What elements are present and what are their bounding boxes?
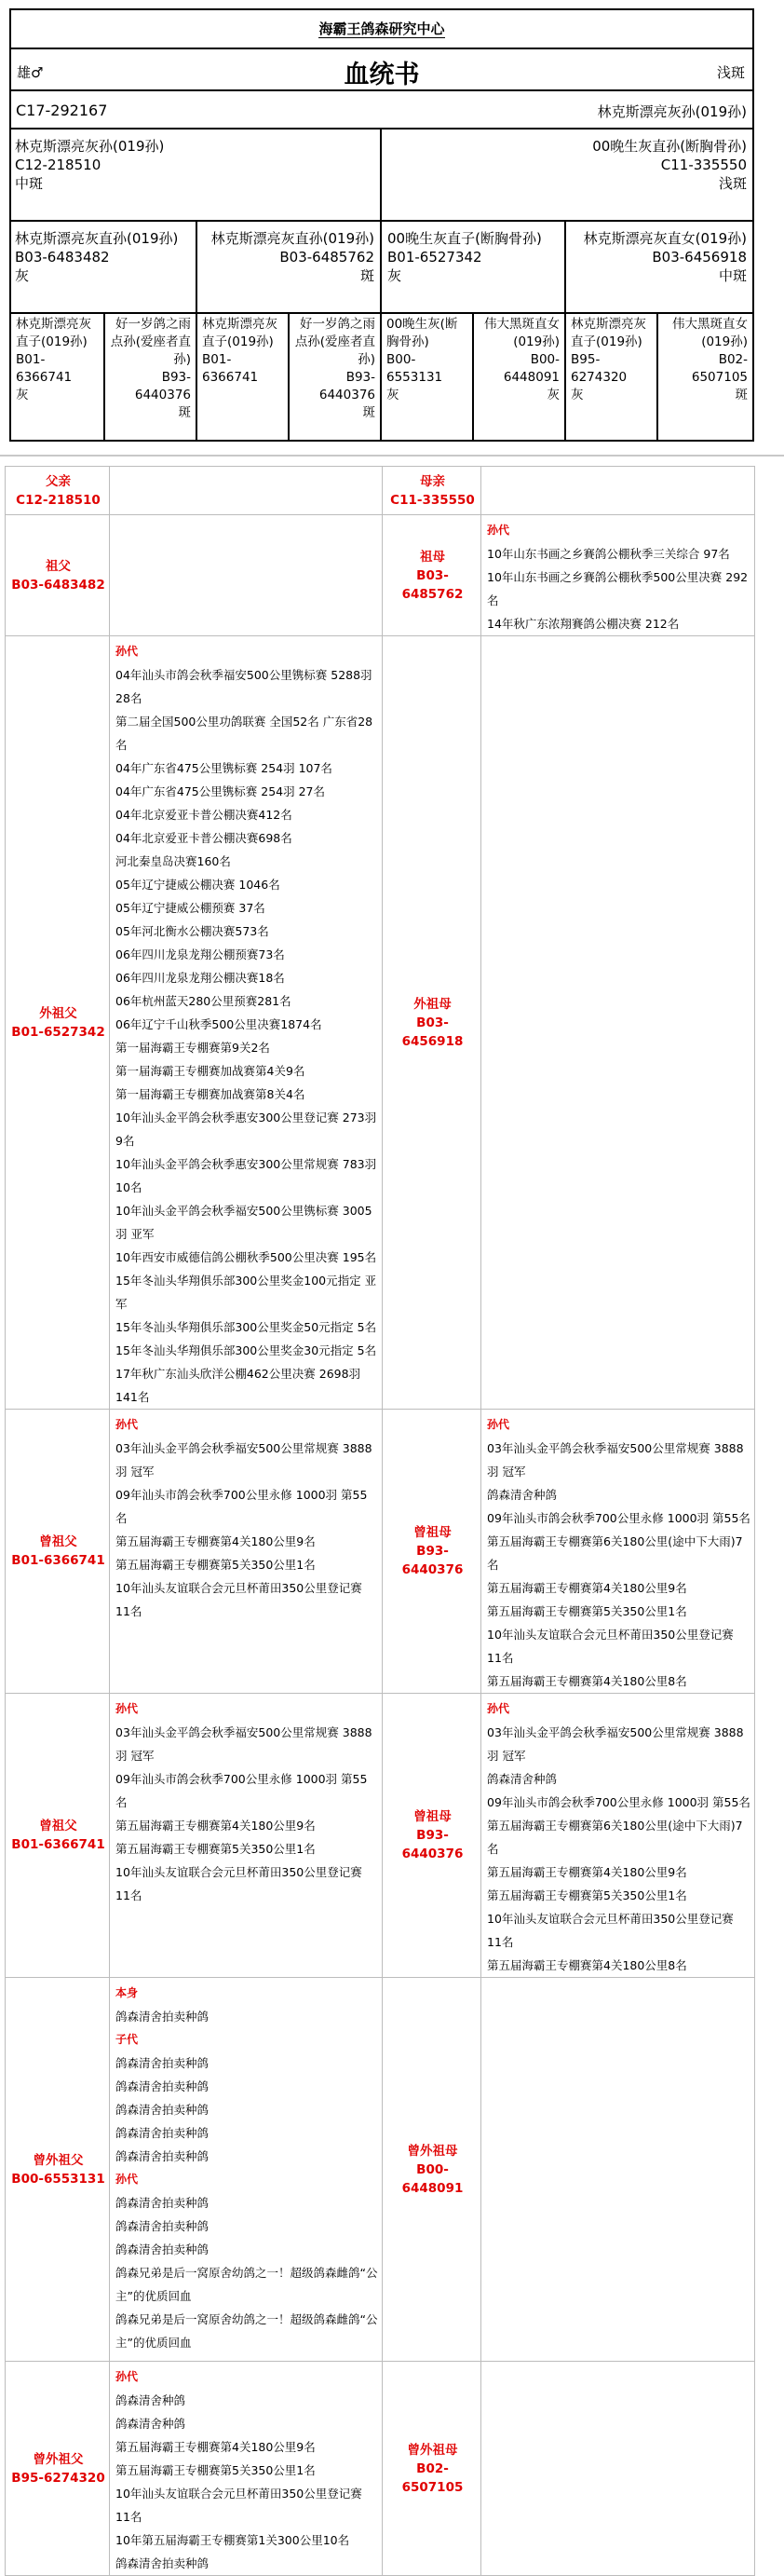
ggp-ring: B95-6274320 (571, 352, 628, 385)
grandparent-cell (564, 222, 752, 312)
grandparent-name: 00晚生灰直子(断胸骨孙) (387, 230, 542, 247)
pedigree-certificate (9, 8, 754, 442)
great-grandparent-cell (472, 314, 564, 442)
result-entry: 鸽森兄弟是后一窝原舍幼鸽之一！超级鸽森雌鸽“公主”的优质回血 (115, 2312, 378, 2350)
great-grandparent-cell (656, 314, 752, 442)
result-entry: 10年汕头金平鸽会秋季惠安300公里常规赛 783羽 10名 (115, 1157, 377, 1194)
result-entry: 10年汕头友谊联合会元旦杯莆田350公里登记赛 11名 (115, 1865, 362, 1902)
ggp-ring: B00-6553131 (386, 352, 443, 385)
ancestor-label: 外祖母 B03-6456918 (383, 636, 481, 1410)
result-entry: 第五届海霸王专棚赛第4关180公里9名 (115, 2440, 316, 2454)
result-entry: 第五届海霸王专棚赛第5关350公里1名 (115, 1842, 316, 1856)
section-heading: 孙代 (115, 2370, 139, 2383)
grandparent-color: 灰 (387, 267, 402, 284)
result-entry: 10年西安市威德信鸽公棚秋季500公里决赛 195名 (115, 1250, 377, 1264)
great-grandparent-cell (380, 314, 472, 442)
ggp-name: 林克斯漂亮灰直子(019孙) (202, 317, 277, 349)
result-entry: 04年北京爱亚卡普公棚决赛698名 (115, 831, 292, 845)
bird-color: 浅斑 (716, 64, 745, 81)
ancestor-results (110, 636, 383, 1410)
ancestor-results (481, 1694, 755, 1978)
result-entry: 10年汕头友谊联合会元旦杯莆田350公里登记赛 11名 (487, 1912, 734, 1949)
result-entry: 05年辽宁捷威公棚预赛 37名 (115, 901, 265, 915)
ancestor-results (481, 2362, 755, 2576)
grandparent-ring: B03-6483482 (15, 249, 110, 266)
section-heading: 孙代 (487, 1418, 510, 1431)
ancestor-detail-table (5, 466, 755, 2576)
result-entry: 09年汕头市鸽会秋季700公里永修 1000羽 第55名 (115, 1488, 368, 1525)
result-entry: 鸽森清舍拍卖种鸽 (115, 2242, 210, 2256)
result-entry: 04年汕头市鸽会秋季福安500公里镌标赛 5288羽 28名 (115, 668, 372, 705)
section-heading: 孙代 (115, 645, 139, 658)
great-grandparent-cell (564, 314, 656, 442)
grandparents-row (11, 222, 752, 314)
result-entry: 第二届全国500公里功鸽联赛 全国52名 广东省28名 (115, 715, 373, 752)
ggp-name: 林克斯漂亮灰直子(019孙) (16, 317, 91, 349)
result-entry: 06年辽宁千山秋季500公里决赛1874名 (115, 1017, 322, 1031)
grandparent-cell (196, 222, 380, 312)
result-entry: 15年冬汕头华翔俱乐部300公里奖金100元指定 亚军 (115, 1274, 377, 1311)
grandparent-name: 林克斯漂亮灰直孙(019孙) (15, 230, 179, 247)
table-row (6, 467, 755, 515)
ggp-ring: B93-6440376 (318, 370, 375, 402)
result-entry: 鸽森清舍拍卖种鸽 (115, 2219, 210, 2233)
grandparent-name: 林克斯漂亮灰直孙(019孙) (210, 230, 374, 247)
result-entry: 河北秦皇岛决赛160名 (115, 854, 231, 868)
result-entry: 鸽森清舍拍卖种鸽 (115, 2079, 210, 2093)
great-grandparent-cell (103, 314, 196, 442)
result-entry: 14年秋广东浓翔賽鸽公棚决赛 212名 (487, 617, 680, 631)
result-entry: 10年汕头金平鸽会秋季福安500公里镌标赛 3005羽 亚军 (115, 1204, 372, 1241)
result-entry: 鸽森清舍种鸽 (115, 2417, 186, 2431)
dam-color: 浅斑 (718, 175, 747, 192)
result-entry: 04年广东省475公里镌标赛 254羽 107名 (115, 761, 332, 775)
result-entry: 09年汕头市鸽会秋季700公里永修 1000羽 第55名 (487, 1511, 750, 1525)
ggp-ring: B00-6448091 (503, 352, 560, 385)
result-entry: 10年第五届海霸王专棚赛第1关300公里10名 (115, 2533, 350, 2547)
org-header (11, 10, 752, 49)
ancestor-label: 曾祖母 B93-6440376 (383, 1694, 481, 1978)
section-heading: 孙代 (115, 1418, 139, 1431)
bird-row (11, 91, 752, 129)
result-entry: 06年杭州蓝天280公里预赛281名 (115, 994, 291, 1008)
ancestor-label: 曾祖父 B01-6366741 (6, 1694, 110, 1978)
result-entry: 09年汕头市鸽会秋季700公里永修 1000羽 第55名 (115, 1772, 368, 1809)
ggp-color: 灰 (571, 388, 584, 402)
result-entry: 03年汕头金平鸽会秋季福安500公里常规赛 3888羽 冠军 (115, 1441, 372, 1479)
result-entry: 第五届海霸王专棚赛第4关180公里8名 (487, 1674, 687, 1688)
result-entry: 17年秋广东汕头欣洋公棚462公里决赛 2698羽 141名 (115, 1367, 361, 1404)
ancestor-results (110, 467, 383, 515)
ancestor-label: 祖父 B03-6483482 (6, 515, 110, 636)
ggp-ring: B93-6440376 (134, 370, 191, 402)
ggp-name: 好一岁鸽之雨点孙(爱座者直孙) (110, 317, 191, 367)
bird-ring: C17-292167 (16, 102, 108, 119)
table-row (6, 2362, 755, 2576)
ancestor-label: 曾外祖父 B00-6553131 (6, 1978, 110, 2362)
result-entry: 第一届海霸王专棚赛加战赛第8关4名 (115, 1087, 305, 1101)
grandparent-ring: B01-6527342 (387, 249, 482, 266)
grandparent-cell (11, 222, 196, 312)
result-entry: 第一届海霸王专棚赛加战赛第4关9名 (115, 1064, 305, 1078)
result-entry: 鸽森清舍拍卖种鸽 (115, 2556, 210, 2570)
result-entry: 05年河北衡水公棚决赛573名 (115, 924, 269, 938)
result-entry: 10年汕头友谊联合会元旦杯莆田350公里登记赛 11名 (115, 1581, 362, 1618)
doc-header (11, 49, 752, 91)
grandparent-cell (380, 222, 564, 312)
ancestor-label: 曾祖父 B01-6366741 (6, 1410, 110, 1694)
section-heading: 孙代 (115, 1702, 139, 1715)
result-entry: 15年冬汕头华翔俱乐部300公里奖金50元指定 5名 (115, 1320, 377, 1334)
result-entry: 10年山东书画之乡賽鸽公棚秋季500公里决赛 292名 (487, 570, 749, 607)
ancestor-results (481, 636, 755, 1410)
result-entry: 鸽森清舍拍卖种鸽 (115, 2010, 210, 2024)
result-entry: 第一届海霸王专棚赛第9关2名 (115, 1041, 270, 1055)
sire-cell (11, 129, 380, 220)
section-heading: 孙代 (487, 524, 510, 537)
result-entry: 第五届海霸王专棚赛第6关180公里(途中下大雨)7名 (487, 1819, 743, 1856)
result-entry: 10年汕头友谊联合会元旦杯莆田350公里登记赛 11名 (487, 1628, 734, 1665)
result-entry: 鸽森清舍种鸽 (487, 1772, 558, 1786)
result-entry: 第五届海霸王专棚赛第6关180公里(途中下大雨)7名 (487, 1534, 743, 1572)
result-entry: 第五届海霸王专棚赛第4关180公里9名 (487, 1865, 687, 1879)
ggp-name: 00晚生灰(断胸骨孙) (386, 317, 458, 349)
result-entry: 第五届海霸王专棚赛第5关350公里1名 (115, 2463, 316, 2477)
result-entry: 鸽森清舍拍卖种鸽 (115, 2103, 210, 2117)
sire-color: 中斑 (15, 175, 44, 192)
ancestor-results (110, 1694, 383, 1978)
grandparent-ring: B03-6456918 (652, 249, 747, 266)
section-heading: 孙代 (487, 1702, 510, 1715)
result-entry: 03年汕头金平鸽会秋季福安500公里常规赛 3888羽 冠军 (487, 1441, 744, 1479)
ggp-ring: B02-6507105 (691, 352, 748, 385)
section-heading: 本身 (115, 1986, 139, 1999)
result-entry: 第五届海霸王专棚赛第5关350公里1名 (115, 1558, 316, 1572)
grandparent-color: 灰 (15, 267, 30, 284)
result-entry: 05年辽宁捷威公棚决赛 1046名 (115, 878, 280, 892)
ggp-color: 灰 (386, 388, 399, 402)
result-entry: 10年汕头金平鸽会秋季惠安300公里登记赛 273羽 9名 (115, 1111, 377, 1148)
result-entry: 03年汕头金平鸽会秋季福安500公里常规赛 3888羽 冠军 (487, 1725, 744, 1763)
ancestor-results (110, 515, 383, 636)
ggp-color: 斑 (178, 405, 191, 420)
doc-title: 血统书 (344, 61, 420, 89)
result-entry: 鸽森清舍种鸽 (487, 1488, 558, 1502)
ancestor-results (481, 467, 755, 515)
result-entry: 鸽森清舍拍卖种鸽 (115, 2149, 210, 2163)
result-entry: 第五届海霸王专棚赛第5关350公里1名 (487, 1604, 687, 1618)
ancestor-results (110, 1410, 383, 1694)
result-entry: 06年四川龙泉龙翔公棚预赛73名 (115, 947, 285, 961)
result-entry: 第五届海霸王专棚赛第4关180公里9名 (115, 1534, 316, 1548)
ancestor-results (481, 1410, 755, 1694)
grandparent-color: 中斑 (718, 267, 747, 284)
dam-cell (380, 129, 752, 220)
ggp-ring: B01-6366741 (202, 352, 259, 385)
grandparent-ring: B03-6485762 (279, 249, 374, 266)
result-entry: 03年汕头金平鸽会秋季福安500公里常规赛 3888羽 冠军 (115, 1725, 372, 1763)
ancestor-label: 曾外祖母 B02-6507105 (383, 2362, 481, 2576)
great-grandparents-row (11, 314, 752, 442)
ancestor-label: 母亲 C11-335550 (383, 467, 481, 515)
section-divider (0, 455, 784, 457)
ggp-name: 伟大黑斑直女(019孙) (484, 317, 560, 349)
table-row (6, 1410, 755, 1694)
parents-row (11, 129, 752, 222)
ancestor-results (481, 515, 755, 636)
sex-label: 雄♂ (17, 64, 44, 81)
section-heading: 孙代 (115, 2173, 139, 2186)
ggp-color: 灰 (16, 388, 29, 402)
table-row (6, 636, 755, 1410)
result-entry: 鸽森清舍拍卖种鸽 (115, 2196, 210, 2210)
ggp-color: 斑 (362, 405, 375, 420)
org-name: 海霸王鸽森研究中心 (318, 20, 445, 37)
ancestor-label: 曾祖母 B93-6440376 (383, 1410, 481, 1694)
result-entry: 鸽森清舍拍卖种鸽 (115, 2126, 210, 2140)
grandparent-name: 林克斯漂亮灰直女(019孙) (583, 230, 747, 247)
ancestor-label: 外祖父 B01-6527342 (6, 636, 110, 1410)
ggp-name: 好一岁鸽之雨点孙(爱座者直孙) (294, 317, 375, 367)
table-row (6, 1978, 755, 2362)
ggp-name: 伟大黑斑直女(019孙) (672, 317, 748, 349)
result-entry: 第五届海霸王专棚赛第4关180公里9名 (487, 1581, 687, 1595)
ancestor-results (110, 1978, 383, 2362)
result-entry: 第五届海霸王专棚赛第5关350公里1名 (487, 1888, 687, 1902)
ancestor-label: 祖母 B03-6485762 (383, 515, 481, 636)
result-entry: 第五届海霸王专棚赛第4关180公里9名 (115, 1819, 316, 1833)
ggp-color: 灰 (547, 388, 560, 402)
result-entry: 鸽森清舍拍卖种鸽 (115, 2056, 210, 2070)
ancestor-label: 曾外祖母 B00-6448091 (383, 1978, 481, 2362)
great-grandparent-cell (288, 314, 380, 442)
ancestor-results (110, 2362, 383, 2576)
result-entry: 第五届海霸王专棚赛第4关180公里8名 (487, 1958, 687, 1972)
sire-ring: C12-218510 (15, 157, 101, 173)
ggp-ring: B01-6366741 (16, 352, 73, 385)
ancestor-label: 父亲 C12-218510 (6, 467, 110, 515)
result-entry: 鸽森清舍种鸽 (115, 2393, 186, 2407)
result-entry: 鸽森兄弟是后一窝原舍幼鸽之一！超级鸽森雌鸽“公主”的优质回血 (115, 2266, 378, 2303)
great-grandparent-cell (196, 314, 288, 442)
result-entry: 04年北京爱亚卡普公棚决赛412名 (115, 808, 292, 822)
grandparent-color: 斑 (359, 267, 374, 284)
dam-name: 00晚生灰直孙(断胸骨孙) (592, 138, 747, 155)
result-entry: 04年广东省475公里镌标赛 254羽 27名 (115, 784, 325, 798)
ancestor-label: 曾外祖父 B95-6274320 (6, 2362, 110, 2576)
result-entry: 06年四川龙泉龙翔公棚决赛18名 (115, 971, 285, 985)
result-entry: 15年冬汕头华翔俱乐部300公里奖金30元指定 5名 (115, 1343, 377, 1357)
result-entry: 10年汕头友谊联合会元旦杯莆田350公里登记赛 11名 (115, 2487, 362, 2524)
ancestor-results (481, 1978, 755, 2362)
section-heading: 子代 (115, 2033, 139, 2046)
result-entry: 10年山东书画之乡賽鸽公棚秋季三关综合 97名 (487, 547, 730, 561)
result-entry: 09年汕头市鸽会秋季700公里永修 1000羽 第55名 (487, 1795, 750, 1809)
ggp-color: 斑 (735, 388, 748, 402)
bird-name: 林克斯漂亮灰孙(019孙) (597, 103, 747, 120)
table-row (6, 515, 755, 636)
table-row (6, 1694, 755, 1978)
dam-ring: C11-335550 (660, 157, 747, 173)
sire-name: 林克斯漂亮灰孙(019孙) (15, 138, 165, 155)
ggp-name: 林克斯漂亮灰直子(019孙) (571, 317, 646, 349)
great-grandparent-cell (11, 314, 103, 442)
